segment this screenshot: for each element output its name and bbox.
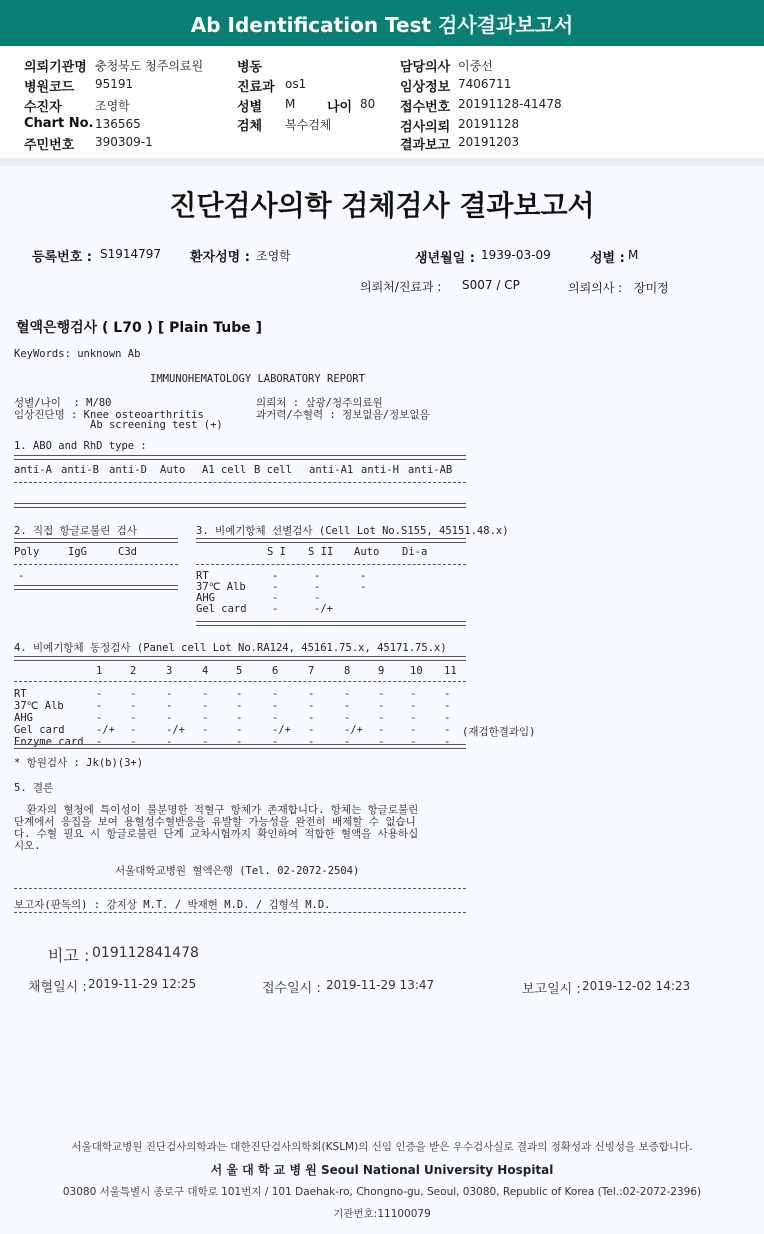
screen-cell: -	[272, 592, 279, 604]
double-rule	[196, 621, 466, 626]
report-header-bar	[0, 0, 764, 46]
panel-column-header: 7	[308, 665, 315, 677]
panel-cell: -/+	[272, 724, 291, 736]
panel-cell: -	[444, 688, 451, 700]
diagnosis-line-2: Ab screening test (+)	[90, 419, 223, 431]
panel-cell: -	[166, 688, 173, 700]
panel-cell: -	[308, 712, 315, 724]
dept-value: S007 / CP	[462, 278, 520, 292]
info-value: 80	[360, 97, 376, 111]
info-value: M	[285, 97, 296, 111]
screen-cell: -	[314, 581, 321, 593]
hospital-name	[0, 1161, 764, 1178]
panel-cell: -	[166, 712, 173, 724]
screen-cell: -	[272, 581, 279, 593]
double-rule	[14, 585, 178, 590]
conclusion-line: 단계에서 응집을 보여 용혈성수혈반응을 유발할 가능성을 완전히 배제할 수 없습니	[14, 816, 416, 828]
screen-cell: -	[314, 570, 321, 582]
panel-cell: -/+	[96, 724, 115, 736]
info-label: 검체	[237, 119, 263, 134]
info-label: 병동	[237, 60, 263, 75]
panel-cell: -	[236, 688, 243, 700]
panel-cell: -	[444, 736, 451, 748]
report-date-value: 2019-12-02 14:23	[582, 979, 691, 993]
screen-header: Di-a	[402, 546, 428, 558]
panel-cell: -	[166, 700, 173, 712]
panel-cell: -	[444, 724, 451, 736]
abo-header: A1 cell	[202, 464, 247, 476]
dob-label: 생년월일 :	[415, 251, 475, 266]
sex-age-line: 성별/나이 : M/80	[14, 397, 112, 409]
screen-cell: -	[360, 581, 367, 593]
abo-header: anti-A1	[309, 464, 354, 476]
screen-header: S II	[308, 546, 334, 558]
panel-cell: -	[308, 724, 315, 736]
blood-bank-line: 서울대학교병원 혈액은행 (Tel. 02-2072-2504)	[115, 865, 360, 877]
info-value: 390309-1	[95, 135, 153, 149]
remark-value: 019112841478	[92, 945, 199, 961]
info-label: 검사의뢰	[400, 120, 451, 135]
screen-header: S I	[267, 546, 286, 558]
hospital-address: 03080 서울특별시 종로구 대학로 101번지 / 101 Daehak-ro, Chongno-gu, Seoul, 03080, Republic of Korea (Tel.:02-2072-2396)	[62, 1186, 702, 1198]
info-value: os1	[285, 77, 307, 91]
panel-cell: -	[236, 736, 243, 748]
panel-cell: -	[130, 712, 137, 724]
panel-cell: -	[96, 712, 103, 724]
conclusion-line: 다. 수혈 필요 시 항글로불린 단계 교차시험까지 확인하여 적합한 혈액을 사용하십	[14, 828, 419, 840]
info-value: 136565	[95, 117, 141, 131]
panel-column-header: 3	[166, 665, 173, 677]
antigen-test-line: * 항원검사 : Jk(b)(3+)	[14, 757, 144, 769]
receipt-label: 접수일시 :	[262, 981, 321, 996]
panel-cell: -	[308, 736, 315, 748]
sex-value: M	[628, 248, 639, 262]
section-4-title: 4. 비예기항체 동정검사 (Panel cell Lot No.RA124, 45161.75.x, 45171.75.x)	[14, 642, 447, 654]
panel-cell: -	[344, 736, 351, 748]
reg-no-label: 등록번호 :	[32, 250, 92, 265]
panel-cell: -	[130, 724, 137, 736]
panel-phase-label: Gel card	[14, 724, 65, 736]
double-rule	[14, 503, 466, 508]
lab-report-document	[0, 166, 764, 1234]
screen-cell: -	[272, 603, 279, 615]
panel-cell: -	[202, 712, 209, 724]
panel-cell: -	[202, 700, 209, 712]
history-line: 과거력/수혈력 : 정보없음/정보없음	[256, 409, 430, 421]
panel-cell: -	[308, 700, 315, 712]
info-value: 충청북도 청주의료원	[95, 59, 204, 73]
panel-phase-label: Enzyme card	[14, 736, 84, 748]
conclusion-line: 시오.	[14, 840, 41, 852]
panel-cell: -	[202, 688, 209, 700]
screen-phase-label: Gel card	[196, 603, 247, 615]
screen-header: Auto	[354, 546, 380, 558]
panel-cell: -	[410, 724, 417, 736]
info-label: 의뢰기관명	[24, 60, 87, 75]
test-title: 혈액은행검사 ( L70 ) [ Plain Tube ]	[16, 320, 263, 336]
info-value: 95191	[95, 77, 134, 91]
dashed-rule	[14, 482, 466, 483]
panel-cell: -	[272, 700, 279, 712]
double-rule	[14, 538, 178, 543]
abo-header: Auto	[160, 464, 186, 476]
panel-cell: -	[410, 688, 417, 700]
panel-cell: -	[344, 712, 351, 724]
panel-cell: -	[166, 736, 173, 748]
panel-cell: -/+	[344, 724, 363, 736]
panel-column-header: 8	[344, 665, 351, 677]
report-date-label: 보고일시 :	[522, 982, 581, 997]
dashed-rule	[14, 564, 178, 565]
dashed-rule	[14, 912, 466, 913]
panel-column-header: 5	[236, 665, 243, 677]
panel-column-header: 10	[410, 665, 423, 677]
double-rule	[196, 538, 466, 543]
report-header-title: Ab Identification Test 검사결과보고서	[190, 12, 574, 37]
panel-cell: -	[96, 736, 103, 748]
dob-value: 1939-03-09	[481, 248, 551, 262]
info-value: 7406711	[458, 77, 512, 91]
requester-line: 의뢰처 : 삼광/청주의료원	[256, 397, 383, 409]
dashed-rule	[14, 681, 466, 682]
patient-info-panel	[0, 46, 764, 158]
panel-column-header: 4	[202, 665, 209, 677]
remark-label: 비고 :	[48, 946, 90, 965]
collect-label: 채혈일시 :	[28, 980, 87, 995]
panel-cell: -	[272, 712, 279, 724]
panel-column-header: 11	[444, 665, 457, 677]
hospital-name-en: Seoul National University Hospital	[321, 1163, 554, 1177]
info-label: 나이	[327, 100, 353, 115]
double-rule	[14, 744, 466, 749]
reporter-line: 보고자(판독의) : 강지상 M.T. / 박재현 M.D. / 김형석 M.D.	[14, 899, 331, 911]
diagnosis-line: 임상진단명 : Knee osteoarthritis	[14, 409, 204, 421]
info-label: 수진자	[24, 100, 62, 115]
screen-phase-label: 37℃ Alb	[196, 581, 246, 593]
info-label: 병원코드	[24, 80, 75, 95]
doctor-label: 의뢰의사 :	[568, 281, 623, 295]
panel-column-header: 2	[130, 665, 137, 677]
info-label: 성별	[237, 100, 263, 115]
panel-cell: -	[378, 712, 385, 724]
panel-cell: -	[236, 700, 243, 712]
panel-cell: -	[378, 688, 385, 700]
abo-header: anti-A	[14, 464, 52, 476]
lab-report-title: IMMUNOHEMATOLOGY LABORATORY REPORT	[150, 373, 365, 385]
dat-header: C3d	[118, 546, 137, 558]
panel-cell: -	[202, 724, 209, 736]
panel-cell: -	[378, 724, 385, 736]
panel-cell: -	[378, 736, 385, 748]
section-5-title: 5. 결론	[14, 782, 54, 794]
panel-cell: -	[96, 700, 103, 712]
panel-cell: -	[410, 700, 417, 712]
panel-cell: -	[444, 712, 451, 724]
info-label: 담당의사	[400, 60, 451, 75]
abo-header: anti-D	[109, 464, 147, 476]
panel-cell: -	[130, 736, 137, 748]
screen-phase-label: AHG	[196, 592, 215, 604]
section-1-title: 1. ABO and RhD type :	[14, 440, 147, 452]
panel-cell: -	[236, 712, 243, 724]
conclusion-line: 환자의 혈청에 특이성이 불분명한 적혈구 항체가 존재합니다. 항체는 항글로불린	[14, 804, 419, 816]
panel-phase-label: AHG	[14, 712, 33, 724]
info-label: 결과보고	[400, 138, 451, 153]
screen-cell: -	[272, 570, 279, 582]
info-value: 복수검체	[285, 118, 332, 132]
doctor-value: 장미정	[634, 281, 669, 295]
panel-cell: -/+	[166, 724, 185, 736]
info-value: 이중선	[458, 59, 493, 73]
panel-cell: -	[236, 724, 243, 736]
report-title: 진단검사의학 검체검사 결과보고서	[169, 189, 595, 222]
abo-header: anti-AB	[408, 464, 453, 476]
dashed-rule	[196, 564, 466, 565]
dat-value: -	[18, 570, 25, 582]
panel-column-header: 1	[96, 665, 103, 677]
panel-cell: -	[130, 688, 137, 700]
patient-name-label: 환자성명 :	[190, 250, 250, 265]
panel-cell: -	[96, 688, 103, 700]
double-rule	[14, 656, 466, 661]
reg-no-value: S1914797	[100, 247, 162, 261]
panel-phase-label: RT	[14, 688, 27, 700]
dat-header: Poly	[14, 546, 40, 558]
info-value: 20191128-41478	[458, 97, 562, 111]
panel-cell: -	[272, 688, 279, 700]
certification-text: 서울대학교병원 진단검사의학과는 대한진단검사의학회(KSLM)의 신임 인증을 받은 우수검사실로 결과의 정확성과 신빙성을 보증합니다.	[71, 1141, 693, 1153]
panel-cell: -	[308, 688, 315, 700]
receipt-value: 2019-11-29 13:47	[326, 978, 435, 992]
screen-phase-label: RT	[196, 570, 209, 582]
section-divider	[0, 158, 764, 166]
info-label: 주민번호	[24, 138, 75, 153]
panel-cell: -	[378, 700, 385, 712]
collect-value: 2019-11-29 12:25	[88, 977, 197, 991]
abo-header: anti-H	[361, 464, 399, 476]
sex-label: 성별 :	[590, 251, 625, 266]
screen-cell: -	[314, 592, 321, 604]
info-value: 조영학	[95, 99, 130, 113]
panel-cell: -	[130, 700, 137, 712]
abo-header: anti-B	[61, 464, 99, 476]
panel-cell: -	[344, 700, 351, 712]
abo-header: B cell	[254, 464, 292, 476]
screen-cell: -	[360, 570, 367, 582]
patient-name-value: 조영학	[256, 249, 291, 263]
screen-cell: -/+	[314, 603, 333, 615]
org-number: 기관번호:11100079	[333, 1208, 431, 1220]
dept-label: 의뢰처/진료과 :	[360, 280, 442, 294]
panel-phase-label: 37℃ Alb	[14, 700, 64, 712]
keywords-line: KeyWords: unknown Ab	[14, 348, 141, 360]
panel-cell: -	[444, 700, 451, 712]
dat-header: IgG	[68, 546, 87, 558]
panel-note: (재검한결과임)	[462, 726, 536, 738]
section-3-title: 3. 비예기항체 선별검사 (Cell Lot No.S155, 45151.48.x)	[196, 525, 509, 537]
panel-column-header: 6	[272, 665, 279, 677]
info-value: 20191203	[458, 135, 520, 149]
panel-cell: -	[272, 736, 279, 748]
panel-cell: -	[202, 736, 209, 748]
info-label: 접수번호	[400, 100, 451, 115]
panel-cell: -	[410, 736, 417, 748]
info-label: 진료과	[237, 80, 275, 95]
panel-cell: -	[344, 688, 351, 700]
panel-cell: -	[410, 712, 417, 724]
hospital-name-kr: 서 울 대 학 교 병 원	[210, 1163, 317, 1177]
dashed-rule	[14, 888, 466, 889]
info-label: Chart No.	[24, 116, 94, 131]
info-value: 20191128	[458, 117, 520, 131]
section-2-title: 2. 직접 항글로불린 검사	[14, 525, 137, 537]
info-label: 임상정보	[400, 80, 451, 95]
panel-column-header: 9	[378, 665, 385, 677]
double-rule	[14, 455, 466, 460]
